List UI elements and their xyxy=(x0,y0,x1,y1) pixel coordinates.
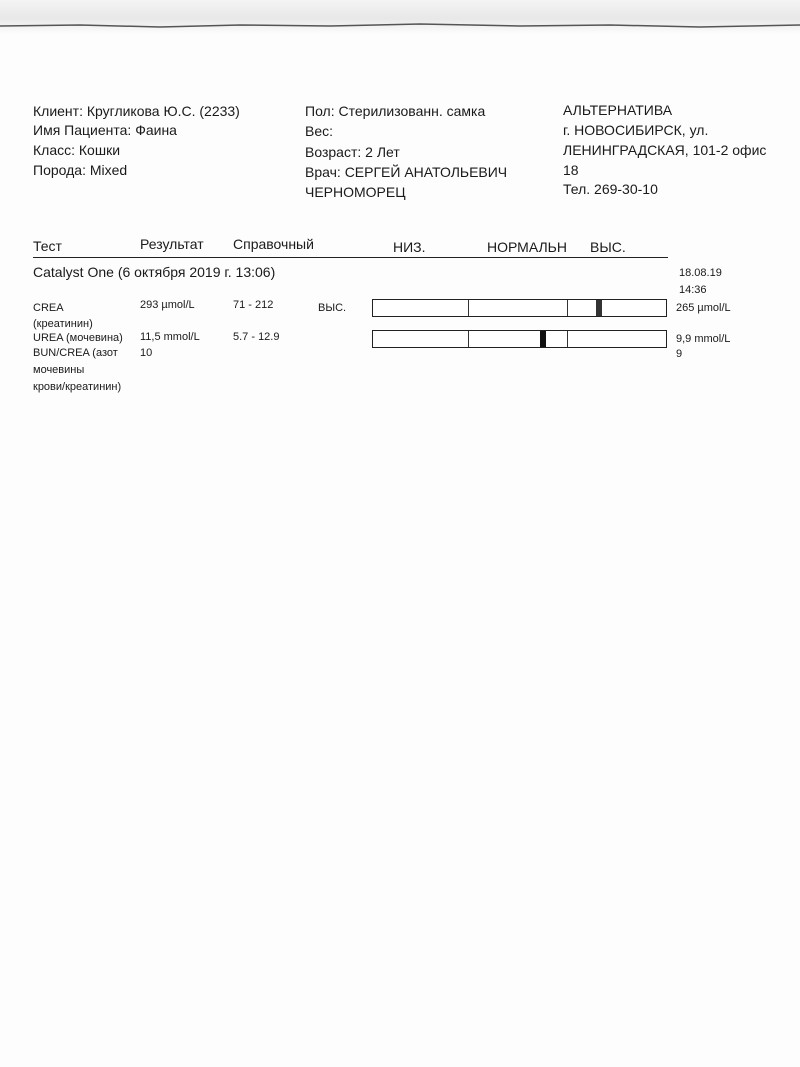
range-seg-high xyxy=(567,300,568,316)
patient-line xyxy=(33,120,177,140)
sex-value: Стерилизованн. самка xyxy=(338,103,486,119)
prev-time: 14:36 xyxy=(679,284,707,296)
doctor-value: СЕРГЕЙ АНАТОЛЬЕВИЧ xyxy=(344,164,508,180)
clinic-address-2: ЛЕНИНГРАДСКАЯ, 101-2 офис xyxy=(563,142,767,158)
sex-label: Пол: xyxy=(305,103,335,119)
clinic-address-1: г. НОВОСИБИРСК, ул. xyxy=(563,122,709,138)
clinic-name: АЛЬТЕРНАТИВА xyxy=(563,102,673,118)
test-result: 11,5 mmol/L xyxy=(140,331,200,343)
prev-result: 265 µmol/L xyxy=(676,302,731,314)
header-divider xyxy=(33,257,668,258)
test-reference: 71 - 212 xyxy=(233,299,274,311)
breed-line xyxy=(33,160,127,180)
patient-value: Фаина xyxy=(135,122,177,138)
range-seg-low xyxy=(468,331,469,347)
breed-label: Порода: xyxy=(33,162,86,178)
test-name-sub: мочевины xyxy=(33,364,85,376)
test-flag: ВЫС. xyxy=(318,302,347,314)
range-marker xyxy=(596,300,602,316)
col-reference: Справочный xyxy=(233,236,314,252)
age-label: Возраст: xyxy=(305,144,362,160)
breed-value: Mixed xyxy=(89,162,128,178)
prev-result: 9 xyxy=(676,348,683,360)
test-reference: 5.7 - 12.9 xyxy=(233,331,280,343)
test-name: BUN/CREA (азот xyxy=(33,347,118,359)
doctor-line xyxy=(305,162,507,182)
class-value: Кошки xyxy=(78,142,121,158)
torn-edge-line xyxy=(0,22,800,30)
test-name: UREA (мочевина) xyxy=(33,332,123,344)
range-bar xyxy=(372,330,667,348)
test-result: 10 xyxy=(140,347,153,359)
test-name-sub: (креатинин) xyxy=(33,318,93,330)
client-value: Кругликова Ю.С. (2233) xyxy=(86,103,240,119)
range-seg-low xyxy=(468,300,469,316)
prev-result: 9,9 mmol/L xyxy=(676,333,731,345)
client-label: Клиент: xyxy=(33,103,83,119)
test-name: CREA xyxy=(33,302,64,314)
clinic-phone: Тел. 269-30-10 xyxy=(563,181,658,197)
doctor-line-2: ЧЕРНОМОРЕЦ xyxy=(305,184,406,200)
test-name-sub: крови/креатинин) xyxy=(33,381,122,393)
weight-label: Вес: xyxy=(305,123,334,139)
col-low: НИЗ. xyxy=(393,239,426,255)
class-line xyxy=(33,140,120,160)
clinic-address-3: 18 xyxy=(563,162,579,178)
sex-line xyxy=(305,101,485,121)
doctor-label: Врач: xyxy=(305,164,341,180)
col-normal: НОРМАЛЬН xyxy=(487,239,567,255)
prev-date: 18.08.19 xyxy=(679,267,722,279)
range-marker xyxy=(540,331,546,347)
patient-label: Имя Пациента: xyxy=(33,122,132,138)
age-line xyxy=(305,142,400,162)
client-line xyxy=(33,101,240,121)
class-label: Класс: xyxy=(33,142,75,158)
age-value: 2 Лет xyxy=(365,144,400,160)
col-test: Тест xyxy=(33,238,62,254)
col-result: Результат xyxy=(140,236,204,252)
range-seg-high xyxy=(567,331,568,347)
weight-line xyxy=(305,121,333,141)
test-result: 293 µmol/L xyxy=(140,299,195,311)
section-title: Catalyst One (6 октября 2019 г. 13:06) xyxy=(33,264,276,280)
range-bar xyxy=(372,299,667,317)
col-high: ВЫС. xyxy=(590,239,626,255)
